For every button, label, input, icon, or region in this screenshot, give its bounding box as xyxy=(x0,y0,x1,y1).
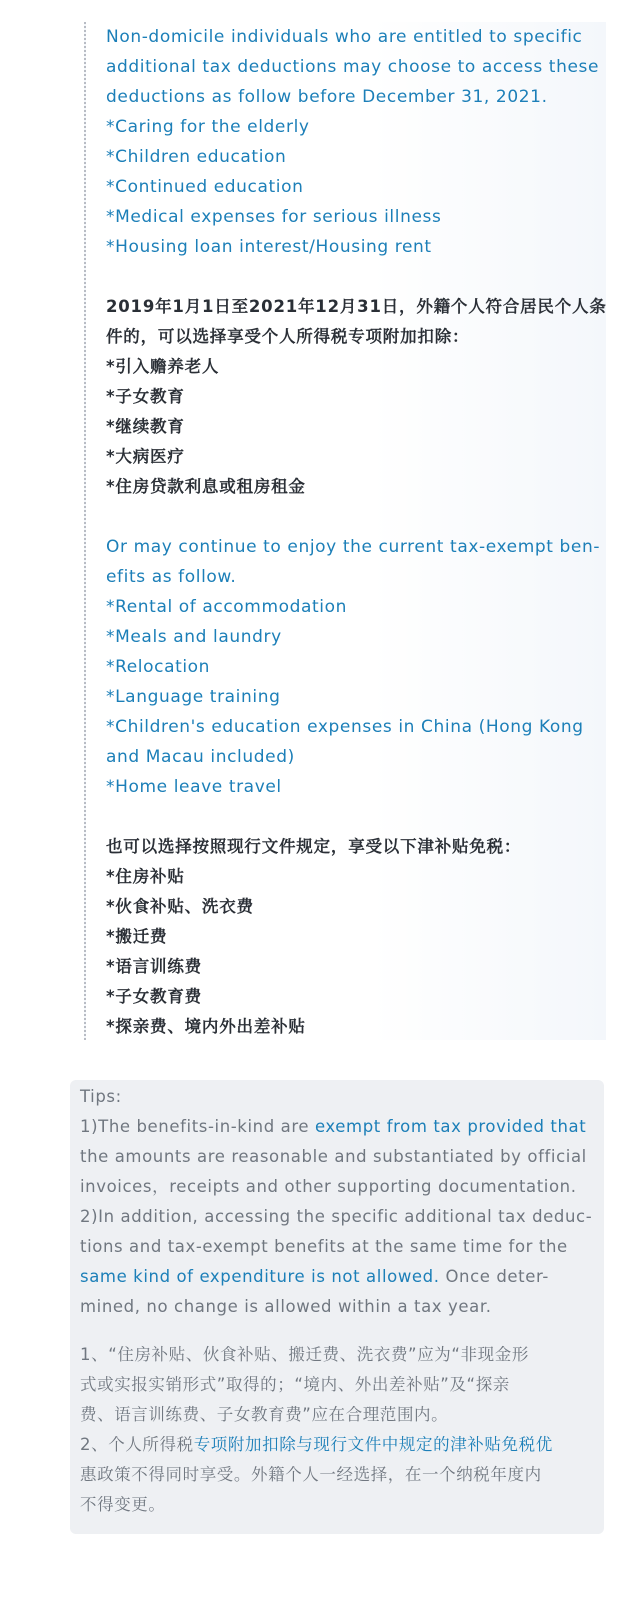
zh-exempt-item: *子女教育费 xyxy=(106,987,202,1006)
zh-deduction-item: *住房贷款利息或租房租金 xyxy=(106,477,306,496)
en-deduction-item: *Caring for the elderly xyxy=(106,117,310,137)
en-exempt-item: *Home leave travel xyxy=(106,777,282,797)
tips-zh xyxy=(80,1340,594,1520)
tips-line: invoices，receipts and other supporting documentation. xyxy=(80,1177,577,1196)
zh-exempt-item: *探亲费、境内外出差补贴 xyxy=(106,1017,306,1036)
tips-highlight: exempt from tax provided that xyxy=(314,1117,587,1136)
tips-zh-line: 式或实报实销形式”取得的；“境内、外出差补贴”及“探亲 xyxy=(80,1375,510,1394)
tips-text: 2、个人所得税 xyxy=(80,1435,194,1454)
en-deduction-item: *Housing loan interest/Housing rent xyxy=(106,237,432,257)
zh-intro-line: 件的，可以选择享受个人所得税专项附加扣除： xyxy=(106,327,470,346)
tips-highlight: 专项附加扣除与现行文件中规定的津补贴免税优 xyxy=(193,1435,553,1454)
tips-line: the amounts are reasonable and substantiated by official xyxy=(80,1147,587,1166)
zh-exempt-item: *伙食补贴、洗衣费 xyxy=(106,897,254,916)
zh-deductions-section xyxy=(106,292,606,502)
en-intro-line: deductions as follow before December 31, 2021. xyxy=(106,87,548,107)
tips-title: Tips: xyxy=(80,1087,122,1106)
en-exempt-item: *Children's education expenses in China (Hong Kong xyxy=(106,717,584,737)
tips-line: mined, no change is allowed within a tax year. xyxy=(80,1297,492,1316)
tips-box xyxy=(70,1080,604,1534)
tips-zh-line: 1、“住房补贴、伙食补贴、搬迁费、洗衣费”应为“非现金形 xyxy=(80,1345,529,1364)
en-exempt-section xyxy=(106,532,606,802)
zh-intro-line: 2019年1月1日至2021年12月31日，外籍个人符合居民个人条 xyxy=(106,297,607,316)
zh-exempt-item: *语言训练费 xyxy=(106,957,202,976)
tips-text: 1)The benefits-in-kind are xyxy=(80,1117,315,1136)
en-intro-line: Non-domicile individuals who are entitled to specific xyxy=(106,27,583,47)
zh-exempt-item: *住房补贴 xyxy=(106,867,185,886)
en-exempt-intro-line: efits as follow. xyxy=(106,567,237,587)
en-exempt-item: *Meals and laundry xyxy=(106,627,282,647)
tips-en xyxy=(80,1082,594,1322)
tips-zh-line: 惠政策不得同时享受。外籍个人一经选择，在一个纳税年度内 xyxy=(80,1465,542,1484)
tips-zh-line xyxy=(80,1430,594,1460)
zh-exempt-intro-line: 也可以选择按照现行文件规定，享受以下津补贴免税： xyxy=(106,837,522,856)
zh-exempt-item: *搬迁费 xyxy=(106,927,168,946)
en-deductions-section xyxy=(106,22,606,262)
tips-line xyxy=(80,1112,594,1142)
en-exempt-item: *Language training xyxy=(106,687,281,707)
zh-deduction-item: *子女教育 xyxy=(106,387,185,406)
zh-deduction-item: *继续教育 xyxy=(106,417,185,436)
en-exempt-intro-line: Or may continue to enjoy the current tax-exempt ben- xyxy=(106,537,601,557)
en-exempt-item: *Rental of accommodation xyxy=(106,597,347,617)
tips-highlight: tions and tax-exempt benefits at the same time for the xyxy=(80,1237,568,1256)
zh-exempt-section xyxy=(106,832,606,1042)
en-deduction-item: *Continued education xyxy=(106,177,304,197)
zh-deduction-item: *引入赡养老人 xyxy=(106,357,220,376)
tips-highlight: 不得变更。 xyxy=(80,1495,166,1514)
en-exempt-item: *Relocation xyxy=(106,657,211,677)
en-intro-line: additional tax deductions may choose to access these xyxy=(106,57,600,77)
zh-deduction-item: *大病医疗 xyxy=(106,447,185,466)
tips-text: Once deter- xyxy=(439,1267,549,1286)
tips-line: 2)In addition, accessing the specific additional tax deduc- xyxy=(80,1207,593,1226)
en-exempt-item: and Macau included) xyxy=(106,747,295,767)
en-deduction-item: *Medical expenses for serious illness xyxy=(106,207,442,227)
tips-line xyxy=(80,1262,594,1292)
tips-highlight: same kind of expenditure is not allowed. xyxy=(80,1267,440,1286)
en-deduction-item: *Children education xyxy=(106,147,287,167)
tips-zh-line: 费、语言训练费、子女教育费”应在合理范围内。 xyxy=(80,1405,449,1424)
